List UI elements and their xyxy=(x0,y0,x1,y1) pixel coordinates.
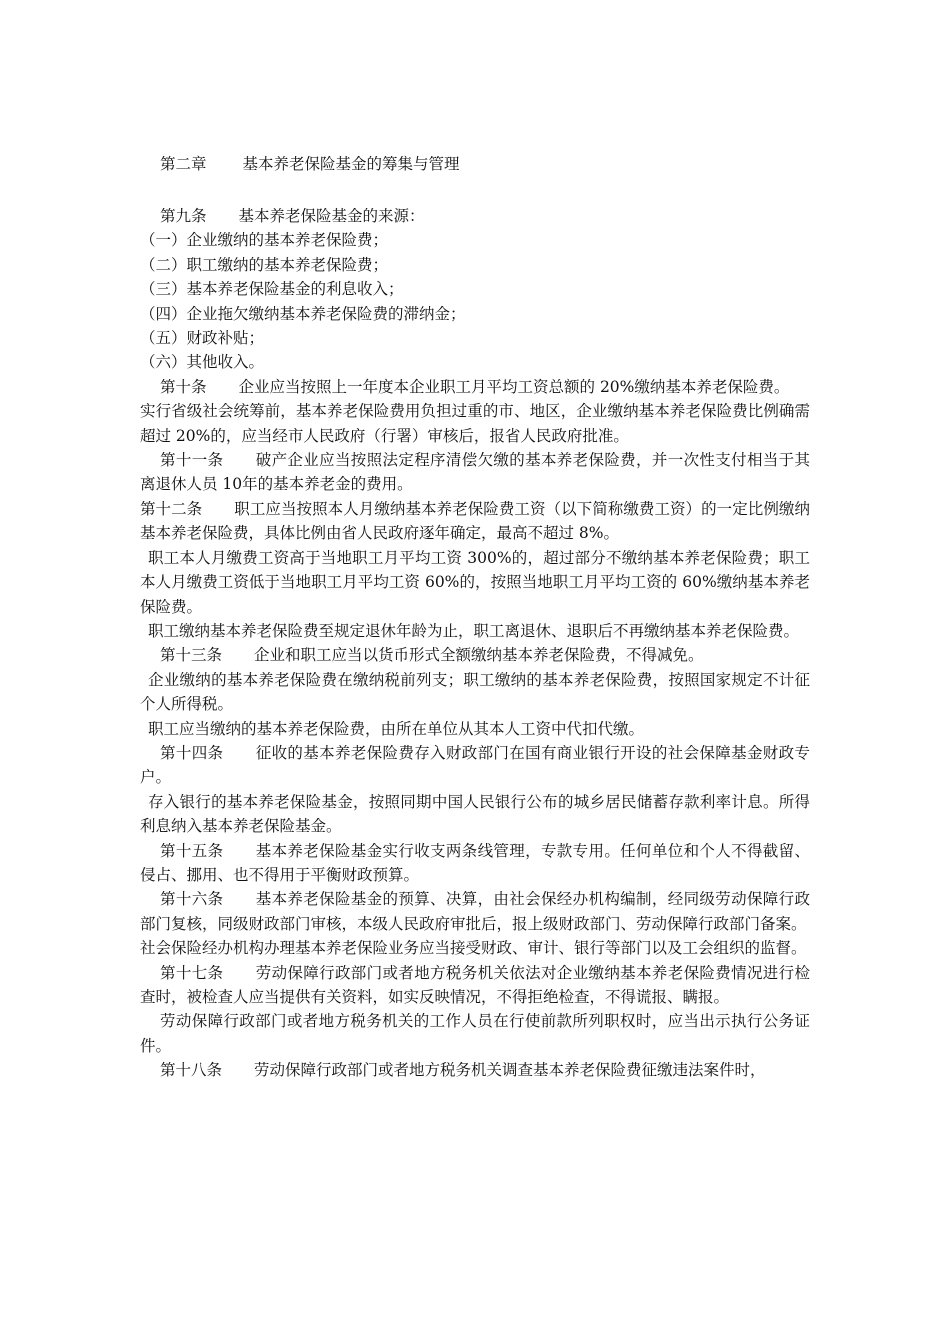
article-11: 第十一条 破产企业应当按照法定程序清偿欠缴的基本养老保险费，并一次性支付相当于其离退休人员 10年的基本养老金的费用。 xyxy=(140,451,810,494)
paragraph: 职工应当缴纳的基本养老保险费，由所在单位从其本人工资中代扣代缴。 xyxy=(148,719,645,738)
article-16: 第十六条 基本养老保险基金的预算、决算，由社会保经办机构编制，经同级劳动保障行政部门复核，同级财政部门审核，本级人民政府审批后，报上级财政部门、劳动保障行政部门备案。 xyxy=(140,890,810,933)
paragraph: 存入银行的基本养老保险基金，按照同期中国人民银行公布的城乡居民储蓄存款利率计息。所得利息纳入基本养老保险基金。 xyxy=(140,792,810,836)
chapter-heading xyxy=(160,152,460,176)
article-17: 第十七条 劳动保障行政部门或者地方税务机关依法对企业缴纳基本养老保险费情况进行检查时，被检查人应当提供有关资料，如实反映情况，不得拒绝检查，不得谎报、瞒报。 xyxy=(140,963,810,1006)
paragraph: 企业缴纳的基本养老保险费在缴纳税前列支；职工缴纳的基本养老保险费，按照国家规定不计征个人所得税。 xyxy=(140,670,810,714)
article-13: 第十三条 企业和职工应当以货币形式全额缴纳基本养老保险费，不得减免。 xyxy=(160,646,704,665)
article-18: 第十八条 劳动保障行政部门或者地方税务机关调查基本养老保险费征缴违法案件时， xyxy=(160,1061,766,1080)
article-10: 第十条 企业应当按照上一年度本企业职工月平均工资总额的 20%缴纳基本养老保险费。 xyxy=(160,377,790,396)
article-15: 第十五条 基本养老保险基金实行收支两条线管理，专款专用。任何单位和个人不得截留、侵占、挪用、也不得用于平衡财政预算。 xyxy=(140,841,810,884)
chapter-title: 基本养老保险基金的筹集与管理 xyxy=(242,155,460,173)
article-12: 第十二条 职工应当按照本人月缴纳基本养老保险费工资（以下简称缴费工资）的一定比例缴纳基本养老保险费，具体比例由省人民政府逐年确定，最高不超过 8%。 xyxy=(140,499,810,543)
list-item: （五）财政补贴； xyxy=(140,329,265,348)
paragraph: 劳动保障行政部门或者地方税务机关的工作人员在行使前款所列职权时，应当出示执行公务证件。 xyxy=(140,1012,810,1055)
document-body xyxy=(140,204,810,1083)
list-item: （三）基本养老保险基金的利息收入； xyxy=(140,280,404,299)
list-item: （二）职工缴纳的基本养老保险费； xyxy=(140,255,389,274)
list-item: （四）企业拖欠缴纳基本养老保险费的滞纳金； xyxy=(140,304,466,323)
paragraph: 职工缴纳基本养老保险费至规定退休年龄为止，职工离退休、退职后不再缴纳基本养老保险费。 xyxy=(148,621,800,640)
list-item: （一）企业缴纳的基本养老保险费； xyxy=(140,231,389,250)
chapter-number: 第二章 xyxy=(160,155,207,173)
article-14: 第十四条 征收的基本养老保险费存入财政部门在国有商业银行开设的社会保障基金财政专户。 xyxy=(140,743,810,787)
paragraph: 实行省级社会统筹前，基本养老保险费用负担过重的市、地区，企业缴纳基本养老保险费比例确需超过 20%的，应当经市人民政府（行署）审核后，报省人民政府批准。 xyxy=(140,402,810,445)
paragraph: 职工本人月缴费工资高于当地职工月平均工资 300%的，超过部分不缴纳基本养老保险费；职工本人月缴费工资低于当地职工月平均工资 60%的，按照当地职工月平均工资的 60%缴纳基本养老保险费。 xyxy=(140,548,810,616)
article-9: 第九条 基本养老保险基金的来源： xyxy=(160,207,425,225)
list-item: （六）其他收入。 xyxy=(140,353,265,372)
paragraph: 社会保险经办机构办理基本养老保险业务应当接受财政、审计、银行等部门以及工会组织的监督。 xyxy=(140,939,807,958)
